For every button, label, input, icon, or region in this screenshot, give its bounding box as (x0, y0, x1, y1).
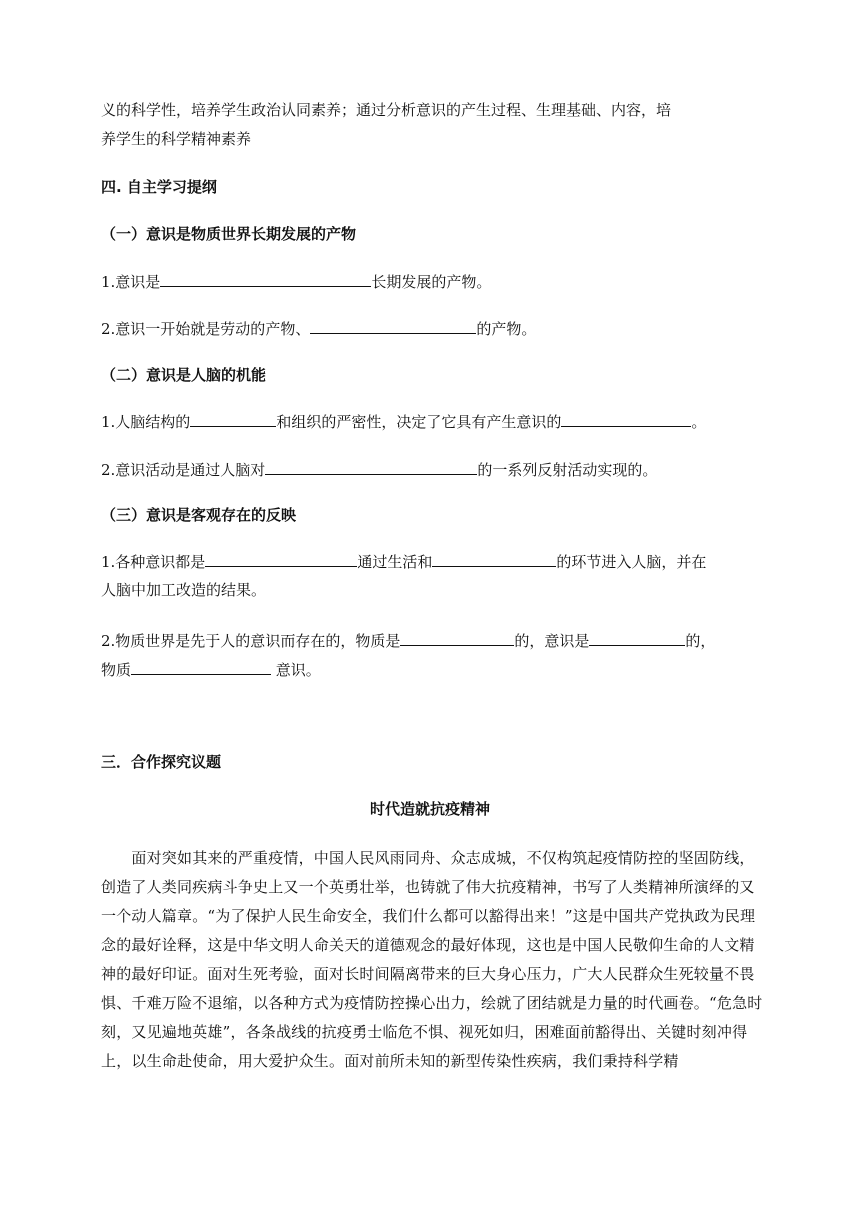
question-text: 物质 (101, 661, 132, 679)
question-text: 的，意识是 (514, 632, 590, 650)
subsection-title-3: （三）意识是客观存在的反映 (101, 506, 297, 524)
question-1-2 (101, 318, 536, 339)
question-text: 的产物。 (476, 320, 537, 338)
fill-blank[interactable] (190, 411, 276, 427)
question-text: 1.意识是 (101, 273, 161, 291)
article-body: 面对突如其来的严重疫情，中国人民风雨同舟、众志成城，不仅构筑起疫情防控的坚固防线，创造了人类同疾病斗争史上又一个英勇壮举，也铸就了伟大抗疫精神，书写了人类精神所演绎的又一个动人篇章。“为了保护人民生命安全，我们什么都可以豁得出来！”这是中国共产党执政为民理念的最好诠释，这是中华文明人命关天的道德观念的最好体现，这也是中国人民敬仰生命的人文精神的最好印证。面对生死考验，面对长时间隔离带来的巨大身心压力，广大人民群众生死较量不畏惧、千难万险不退缩，以各种方式为疫情防控操心出力，绘就了团结就是力量的时代画卷。“危急时刻，又见遍地英雄”，各条战线的抗疫勇士临危不惧、视死如归，困难面前豁得出、关键时刻冲得上，以生命赴使命，用大爱护众生。面对前所未知的新型传染性疾病，我们秉持科学精 (101, 849, 763, 1070)
question-3-1 (101, 551, 706, 572)
question-2-1 (101, 411, 706, 432)
fill-blank[interactable] (310, 318, 476, 334)
subsection-title-2: （二）意识是人脑的机能 (101, 366, 267, 384)
question-3-2 (101, 630, 715, 651)
question-text: 的， (685, 632, 716, 650)
fill-blank[interactable] (265, 459, 477, 475)
question-text: 2.物质世界是先于人的意识而存在的，物质是 (101, 632, 401, 650)
question-text: 和组织的严密性，决定了它具有产生意识的 (276, 413, 562, 431)
intro-line-2: 养学生的科学精神素养 (101, 130, 252, 148)
question-text: 2.意识活动是通过人脑对 (101, 461, 266, 479)
question-text: 意识。 (271, 661, 321, 679)
fill-blank[interactable] (131, 659, 271, 675)
question-2-2 (101, 459, 657, 480)
question-text: 的环节进入人脑，并在 (556, 553, 707, 571)
article-title: 时代造就抗疫精神 (369, 800, 490, 818)
fill-blank[interactable] (205, 551, 357, 567)
question-text: 长期发展的产物。 (371, 273, 492, 291)
intro-line-1: 义的科学性，培养学生政治认同素养；通过分析意识的产生过程、生理基础、内容，培 (101, 101, 672, 119)
question-text: 。 (691, 413, 707, 431)
section-heading-4: 四. 自主学习提纲 (101, 178, 217, 196)
article-paragraph (101, 844, 763, 1076)
question-text: 1.各种意识都是 (101, 553, 206, 571)
question-text: 的一系列反射活动实现的。 (477, 461, 658, 479)
fill-blank[interactable] (561, 411, 691, 427)
fill-blank[interactable] (589, 630, 685, 646)
question-text: 2.意识一开始就是劳动的产物、 (101, 320, 311, 338)
fill-blank[interactable] (432, 551, 556, 567)
section-heading-3: 三．合作探究议题 (101, 753, 222, 771)
subsection-title-1: （一）意识是物质世界长期发展的产物 (101, 225, 357, 243)
fill-blank[interactable] (400, 630, 514, 646)
question-3-1-cont: 人脑中加工改造的结果。 (101, 581, 267, 599)
question-1-1 (101, 271, 491, 292)
question-text: 1.人脑结构的 (101, 413, 191, 431)
fill-blank[interactable] (160, 271, 371, 287)
question-3-2-cont (101, 659, 321, 680)
question-text: 通过生活和 (357, 553, 433, 571)
